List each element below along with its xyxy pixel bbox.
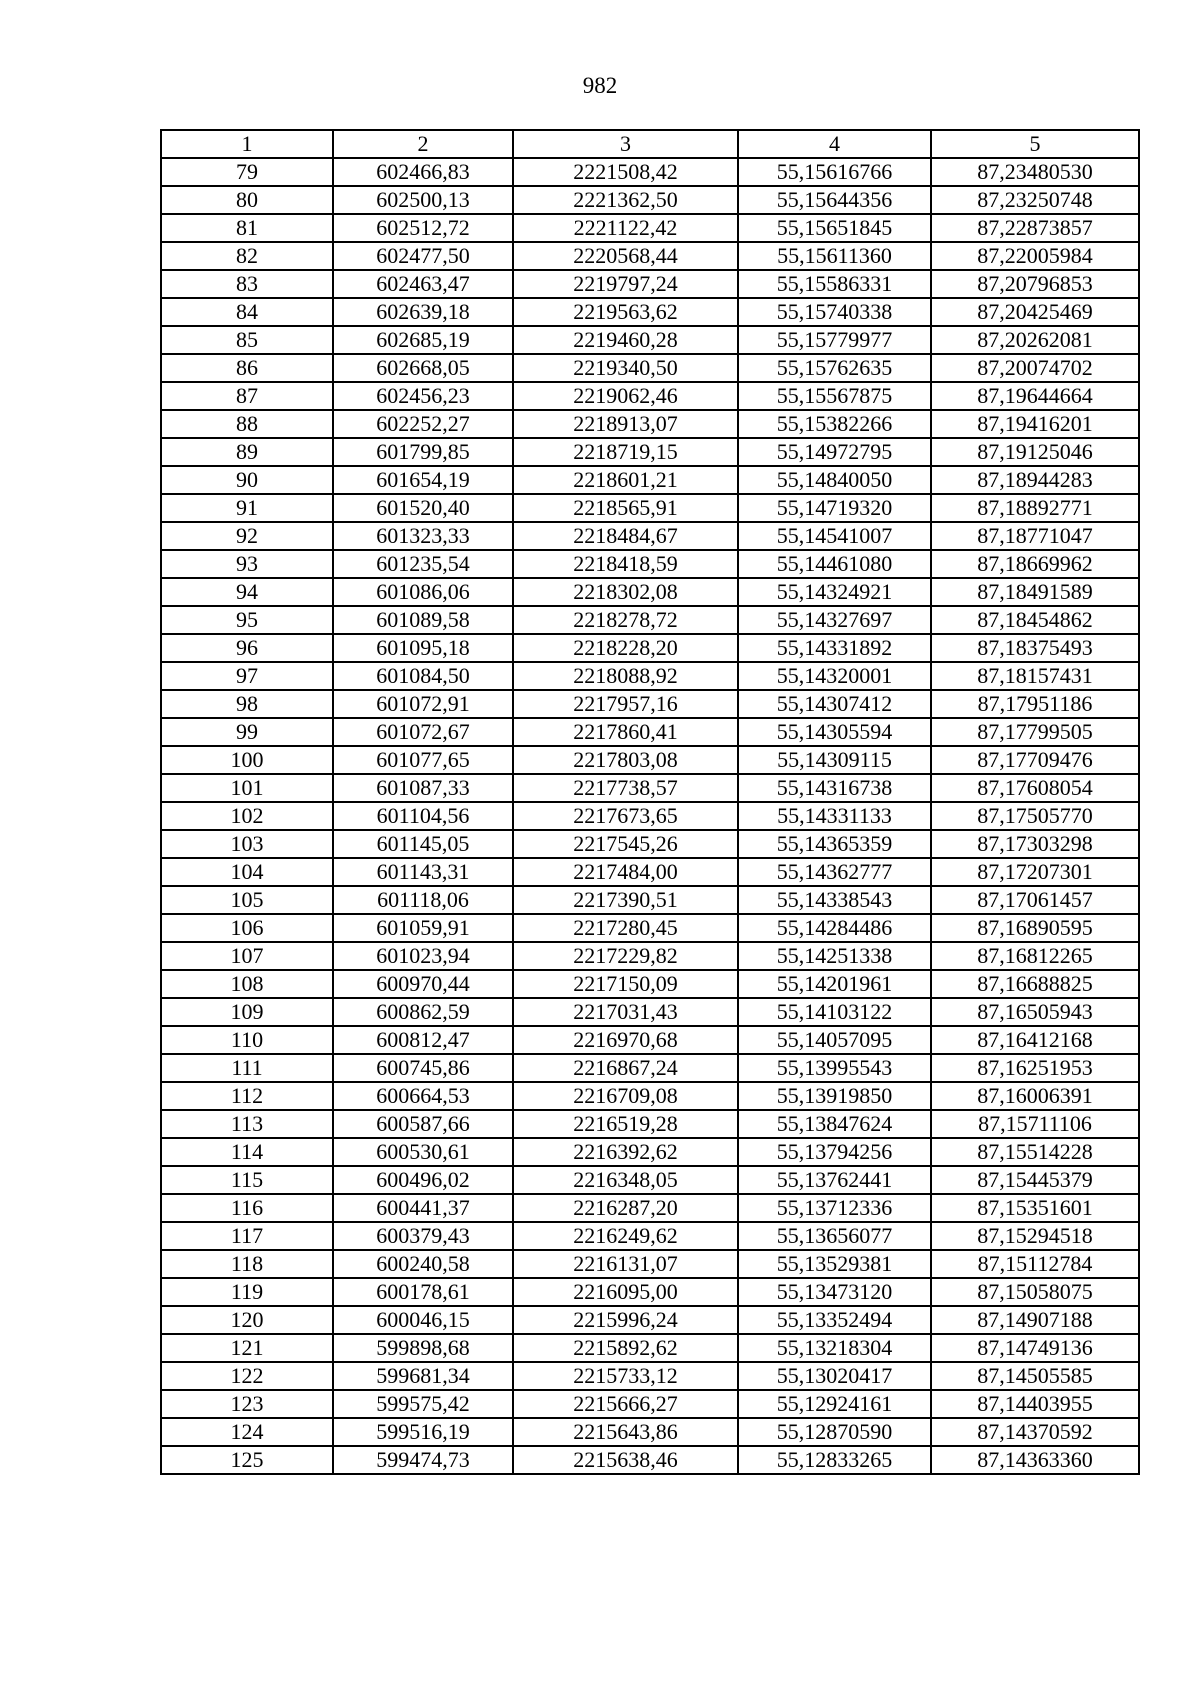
longitude-cell: 87,15351601: [931, 1194, 1139, 1222]
table-row: [161, 186, 1139, 214]
latitude-cell: 55,13656077: [738, 1222, 931, 1250]
point-number-cell: 101: [161, 774, 333, 802]
table-row: [161, 1250, 1139, 1278]
table-row: [161, 1110, 1139, 1138]
longitude-cell: 87,14363360: [931, 1446, 1139, 1474]
table-row: [161, 1418, 1139, 1446]
point-number-cell: 92: [161, 522, 333, 550]
longitude-cell: 87,17303298: [931, 830, 1139, 858]
latitude-cell: 55,14057095: [738, 1026, 931, 1054]
point-number-cell: 97: [161, 662, 333, 690]
table-row: [161, 1082, 1139, 1110]
y-coordinate-cell: 2217390,51: [513, 886, 738, 914]
point-number-cell: 111: [161, 1054, 333, 1082]
y-coordinate-cell: 2217957,16: [513, 690, 738, 718]
point-number-cell: 99: [161, 718, 333, 746]
header-cell: 1: [161, 130, 333, 158]
longitude-cell: 87,15294518: [931, 1222, 1139, 1250]
x-coordinate-cell: 602477,50: [333, 242, 513, 270]
x-coordinate-cell: 602463,47: [333, 270, 513, 298]
point-number-cell: 119: [161, 1278, 333, 1306]
table-row: [161, 606, 1139, 634]
x-coordinate-cell: 599681,34: [333, 1362, 513, 1390]
longitude-cell: 87,18157431: [931, 662, 1139, 690]
y-coordinate-cell: 2217031,43: [513, 998, 738, 1026]
point-number-cell: 100: [161, 746, 333, 774]
point-number-cell: 96: [161, 634, 333, 662]
y-coordinate-cell: 2216867,24: [513, 1054, 738, 1082]
point-number-cell: 83: [161, 270, 333, 298]
latitude-cell: 55,15651845: [738, 214, 931, 242]
table-row: [161, 1306, 1139, 1334]
y-coordinate-cell: 2217860,41: [513, 718, 738, 746]
y-coordinate-cell: 2216519,28: [513, 1110, 738, 1138]
table-row: [161, 662, 1139, 690]
point-number-cell: 93: [161, 550, 333, 578]
point-number-cell: 95: [161, 606, 333, 634]
y-coordinate-cell: 2216970,68: [513, 1026, 738, 1054]
longitude-cell: 87,16505943: [931, 998, 1139, 1026]
point-number-cell: 125: [161, 1446, 333, 1474]
page-number: 982: [582, 73, 618, 98]
x-coordinate-cell: 602252,27: [333, 410, 513, 438]
point-number-cell: 90: [161, 466, 333, 494]
latitude-cell: 55,13473120: [738, 1278, 931, 1306]
x-coordinate-cell: 599898,68: [333, 1334, 513, 1362]
table-row: [161, 1194, 1139, 1222]
y-coordinate-cell: 2215733,12: [513, 1362, 738, 1390]
longitude-cell: 87,15445379: [931, 1166, 1139, 1194]
latitude-cell: 55,14331892: [738, 634, 931, 662]
x-coordinate-cell: 601084,50: [333, 662, 513, 690]
table-row: [161, 1278, 1139, 1306]
longitude-cell: 87,19416201: [931, 410, 1139, 438]
x-coordinate-cell: 601323,33: [333, 522, 513, 550]
y-coordinate-cell: 2221122,42: [513, 214, 738, 242]
y-coordinate-cell: 2218278,72: [513, 606, 738, 634]
table-row: [161, 522, 1139, 550]
longitude-cell: 87,14370592: [931, 1418, 1139, 1446]
table-row: [161, 830, 1139, 858]
y-coordinate-cell: 2217484,00: [513, 858, 738, 886]
y-coordinate-cell: 2215643,86: [513, 1418, 738, 1446]
latitude-cell: 55,15567875: [738, 382, 931, 410]
point-number-cell: 107: [161, 942, 333, 970]
longitude-cell: 87,22873857: [931, 214, 1139, 242]
x-coordinate-cell: 600587,66: [333, 1110, 513, 1138]
point-number-cell: 82: [161, 242, 333, 270]
table-row: [161, 438, 1139, 466]
x-coordinate-cell: 600178,61: [333, 1278, 513, 1306]
table-row: [161, 578, 1139, 606]
table-row: [161, 1222, 1139, 1250]
y-coordinate-cell: 2217280,45: [513, 914, 738, 942]
longitude-cell: 87,19644664: [931, 382, 1139, 410]
longitude-cell: 87,18669962: [931, 550, 1139, 578]
longitude-cell: 87,14505585: [931, 1362, 1139, 1390]
x-coordinate-cell: 600745,86: [333, 1054, 513, 1082]
x-coordinate-cell: 601118,06: [333, 886, 513, 914]
longitude-cell: 87,16006391: [931, 1082, 1139, 1110]
point-number-cell: 110: [161, 1026, 333, 1054]
latitude-cell: 55,14103122: [738, 998, 931, 1026]
x-coordinate-cell: 602466,83: [333, 158, 513, 186]
y-coordinate-cell: 2219460,28: [513, 326, 738, 354]
header-cell: 5: [931, 130, 1139, 158]
point-number-cell: 79: [161, 158, 333, 186]
table-row: [161, 326, 1139, 354]
latitude-cell: 55,14461080: [738, 550, 931, 578]
y-coordinate-cell: 2221362,50: [513, 186, 738, 214]
longitude-cell: 87,18375493: [931, 634, 1139, 662]
point-number-cell: 118: [161, 1250, 333, 1278]
longitude-cell: 87,17505770: [931, 802, 1139, 830]
y-coordinate-cell: 2216249,62: [513, 1222, 738, 1250]
y-coordinate-cell: 2215996,24: [513, 1306, 738, 1334]
table-row: [161, 382, 1139, 410]
latitude-cell: 55,15382266: [738, 410, 931, 438]
x-coordinate-cell: 601089,58: [333, 606, 513, 634]
longitude-cell: 87,14403955: [931, 1390, 1139, 1418]
longitude-cell: 87,18944283: [931, 466, 1139, 494]
latitude-cell: 55,15586331: [738, 270, 931, 298]
x-coordinate-cell: 601104,56: [333, 802, 513, 830]
x-coordinate-cell: 601086,06: [333, 578, 513, 606]
longitude-cell: 87,18771047: [931, 522, 1139, 550]
point-number-cell: 123: [161, 1390, 333, 1418]
x-coordinate-cell: 601520,40: [333, 494, 513, 522]
point-number-cell: 122: [161, 1362, 333, 1390]
x-coordinate-cell: 600862,59: [333, 998, 513, 1026]
longitude-cell: 87,18454862: [931, 606, 1139, 634]
point-number-cell: 104: [161, 858, 333, 886]
longitude-cell: 87,14907188: [931, 1306, 1139, 1334]
table-row: [161, 158, 1139, 186]
y-coordinate-cell: 2217673,65: [513, 802, 738, 830]
longitude-cell: 87,19125046: [931, 438, 1139, 466]
table-row: [161, 970, 1139, 998]
header-cell: 2: [333, 130, 513, 158]
point-number-cell: 120: [161, 1306, 333, 1334]
latitude-cell: 55,14284486: [738, 914, 931, 942]
x-coordinate-cell: 601059,91: [333, 914, 513, 942]
latitude-cell: 55,15779977: [738, 326, 931, 354]
latitude-cell: 55,14365359: [738, 830, 931, 858]
latitude-cell: 55,14305594: [738, 718, 931, 746]
y-coordinate-cell: 2215666,27: [513, 1390, 738, 1418]
longitude-cell: 87,16890595: [931, 914, 1139, 942]
point-number-cell: 106: [161, 914, 333, 942]
point-number-cell: 91: [161, 494, 333, 522]
header-cell: 4: [738, 130, 931, 158]
y-coordinate-cell: 2218565,91: [513, 494, 738, 522]
latitude-cell: 55,14316738: [738, 774, 931, 802]
longitude-cell: 87,22005984: [931, 242, 1139, 270]
x-coordinate-cell: 602512,72: [333, 214, 513, 242]
table-row: [161, 886, 1139, 914]
header-cell: 3: [513, 130, 738, 158]
latitude-cell: 55,12870590: [738, 1418, 931, 1446]
x-coordinate-cell: 600970,44: [333, 970, 513, 998]
latitude-cell: 55,14840050: [738, 466, 931, 494]
y-coordinate-cell: 2215638,46: [513, 1446, 738, 1474]
point-number-cell: 124: [161, 1418, 333, 1446]
x-coordinate-cell: 601023,94: [333, 942, 513, 970]
x-coordinate-cell: 599575,42: [333, 1390, 513, 1418]
x-coordinate-cell: 602639,18: [333, 298, 513, 326]
table-row: [161, 858, 1139, 886]
point-number-cell: 108: [161, 970, 333, 998]
x-coordinate-cell: 600441,37: [333, 1194, 513, 1222]
point-number-cell: 103: [161, 830, 333, 858]
point-number-cell: 84: [161, 298, 333, 326]
x-coordinate-cell: 599474,73: [333, 1446, 513, 1474]
table-row: [161, 746, 1139, 774]
x-coordinate-cell: 602500,13: [333, 186, 513, 214]
y-coordinate-cell: 2216287,20: [513, 1194, 738, 1222]
x-coordinate-cell: 600496,02: [333, 1166, 513, 1194]
longitude-cell: 87,20425469: [931, 298, 1139, 326]
longitude-cell: 87,20074702: [931, 354, 1139, 382]
x-coordinate-cell: 601235,54: [333, 550, 513, 578]
table-row: [161, 774, 1139, 802]
point-number-cell: 88: [161, 410, 333, 438]
longitude-cell: 87,17061457: [931, 886, 1139, 914]
latitude-cell: 55,15740338: [738, 298, 931, 326]
latitude-cell: 55,14201961: [738, 970, 931, 998]
x-coordinate-cell: 600530,61: [333, 1138, 513, 1166]
point-number-cell: 121: [161, 1334, 333, 1362]
latitude-cell: 55,13847624: [738, 1110, 931, 1138]
longitude-cell: 87,15711106: [931, 1110, 1139, 1138]
table-row: [161, 914, 1139, 942]
y-coordinate-cell: 2217545,26: [513, 830, 738, 858]
y-coordinate-cell: 2218228,20: [513, 634, 738, 662]
longitude-cell: 87,20262081: [931, 326, 1139, 354]
x-coordinate-cell: 601072,67: [333, 718, 513, 746]
table-row: [161, 634, 1139, 662]
latitude-cell: 55,14309115: [738, 746, 931, 774]
longitude-cell: 87,15514228: [931, 1138, 1139, 1166]
longitude-cell: 87,15058075: [931, 1278, 1139, 1306]
x-coordinate-cell: 601087,33: [333, 774, 513, 802]
table-row: [161, 494, 1139, 522]
latitude-cell: 55,13794256: [738, 1138, 931, 1166]
x-coordinate-cell: 601654,19: [333, 466, 513, 494]
y-coordinate-cell: 2219062,46: [513, 382, 738, 410]
longitude-cell: 87,18491589: [931, 578, 1139, 606]
latitude-cell: 55,13529381: [738, 1250, 931, 1278]
y-coordinate-cell: 2218302,08: [513, 578, 738, 606]
latitude-cell: 55,15611360: [738, 242, 931, 270]
table-row: [161, 998, 1139, 1026]
y-coordinate-cell: 2216709,08: [513, 1082, 738, 1110]
longitude-cell: 87,17799505: [931, 718, 1139, 746]
latitude-cell: 55,14324921: [738, 578, 931, 606]
y-coordinate-cell: 2220568,44: [513, 242, 738, 270]
x-coordinate-cell: 601799,85: [333, 438, 513, 466]
latitude-cell: 55,13995543: [738, 1054, 931, 1082]
longitude-cell: 87,17709476: [931, 746, 1139, 774]
table-row: [161, 242, 1139, 270]
latitude-cell: 55,15762635: [738, 354, 931, 382]
x-coordinate-cell: 600046,15: [333, 1306, 513, 1334]
point-number-cell: 113: [161, 1110, 333, 1138]
latitude-cell: 55,13218304: [738, 1334, 931, 1362]
x-coordinate-cell: 602685,19: [333, 326, 513, 354]
point-number-cell: 94: [161, 578, 333, 606]
point-number-cell: 116: [161, 1194, 333, 1222]
x-coordinate-cell: 601143,31: [333, 858, 513, 886]
y-coordinate-cell: 2219797,24: [513, 270, 738, 298]
latitude-cell: 55,14320001: [738, 662, 931, 690]
point-number-cell: 98: [161, 690, 333, 718]
table-row: [161, 690, 1139, 718]
point-number-cell: 114: [161, 1138, 333, 1166]
x-coordinate-cell: 600240,58: [333, 1250, 513, 1278]
x-coordinate-cell: 602456,23: [333, 382, 513, 410]
longitude-cell: 87,17951186: [931, 690, 1139, 718]
y-coordinate-cell: 2218601,21: [513, 466, 738, 494]
point-number-cell: 109: [161, 998, 333, 1026]
point-number-cell: 105: [161, 886, 333, 914]
longitude-cell: 87,23250748: [931, 186, 1139, 214]
latitude-cell: 55,13352494: [738, 1306, 931, 1334]
y-coordinate-cell: 2216392,62: [513, 1138, 738, 1166]
y-coordinate-cell: 2218484,67: [513, 522, 738, 550]
x-coordinate-cell: 600812,47: [333, 1026, 513, 1054]
longitude-cell: 87,14749136: [931, 1334, 1139, 1362]
table-row: [161, 1054, 1139, 1082]
latitude-cell: 55,14541007: [738, 522, 931, 550]
table-row: [161, 1362, 1139, 1390]
point-number-cell: 81: [161, 214, 333, 242]
latitude-cell: 55,14338543: [738, 886, 931, 914]
latitude-cell: 55,14331133: [738, 802, 931, 830]
table-row: [161, 1138, 1139, 1166]
y-coordinate-cell: 2218719,15: [513, 438, 738, 466]
table-body: [161, 158, 1139, 1474]
y-coordinate-cell: 2216348,05: [513, 1166, 738, 1194]
longitude-cell: 87,16251953: [931, 1054, 1139, 1082]
y-coordinate-cell: 2217229,82: [513, 942, 738, 970]
point-number-cell: 112: [161, 1082, 333, 1110]
latitude-cell: 55,13020417: [738, 1362, 931, 1390]
latitude-cell: 55,13762441: [738, 1166, 931, 1194]
point-number-cell: 87: [161, 382, 333, 410]
latitude-cell: 55,13712336: [738, 1194, 931, 1222]
latitude-cell: 55,13919850: [738, 1082, 931, 1110]
table-row: [161, 410, 1139, 438]
longitude-cell: 87,16812265: [931, 942, 1139, 970]
table-row: [161, 1390, 1139, 1418]
y-coordinate-cell: 2219340,50: [513, 354, 738, 382]
latitude-cell: 55,12833265: [738, 1446, 931, 1474]
latitude-cell: 55,15644356: [738, 186, 931, 214]
table-row: [161, 1446, 1139, 1474]
table-row: [161, 354, 1139, 382]
table-header: [161, 130, 1139, 158]
x-coordinate-cell: 601072,91: [333, 690, 513, 718]
point-number-cell: 115: [161, 1166, 333, 1194]
x-coordinate-cell: 601077,65: [333, 746, 513, 774]
longitude-cell: 87,23480530: [931, 158, 1139, 186]
header-row: [161, 130, 1139, 158]
longitude-cell: 87,16688825: [931, 970, 1139, 998]
point-number-cell: 117: [161, 1222, 333, 1250]
x-coordinate-cell: 600379,43: [333, 1222, 513, 1250]
y-coordinate-cell: 2219563,62: [513, 298, 738, 326]
point-number-cell: 85: [161, 326, 333, 354]
table-row: [161, 1166, 1139, 1194]
table-row: [161, 214, 1139, 242]
point-number-cell: 89: [161, 438, 333, 466]
y-coordinate-cell: 2216095,00: [513, 1278, 738, 1306]
coordinates-table: [160, 129, 1140, 1475]
table-row: [161, 466, 1139, 494]
x-coordinate-cell: 601095,18: [333, 634, 513, 662]
table-row: [161, 718, 1139, 746]
x-coordinate-cell: 600664,53: [333, 1082, 513, 1110]
table-row: [161, 550, 1139, 578]
y-coordinate-cell: 2218913,07: [513, 410, 738, 438]
y-coordinate-cell: 2217150,09: [513, 970, 738, 998]
point-number-cell: 80: [161, 186, 333, 214]
y-coordinate-cell: 2217803,08: [513, 746, 738, 774]
longitude-cell: 87,17207301: [931, 858, 1139, 886]
table-row: [161, 802, 1139, 830]
x-coordinate-cell: 601145,05: [333, 830, 513, 858]
latitude-cell: 55,14327697: [738, 606, 931, 634]
longitude-cell: 87,18892771: [931, 494, 1139, 522]
latitude-cell: 55,14307412: [738, 690, 931, 718]
point-number-cell: 86: [161, 354, 333, 382]
x-coordinate-cell: 602668,05: [333, 354, 513, 382]
table-row: [161, 1026, 1139, 1054]
latitude-cell: 55,12924161: [738, 1390, 931, 1418]
longitude-cell: 87,15112784: [931, 1250, 1139, 1278]
latitude-cell: 55,14719320: [738, 494, 931, 522]
table-row: [161, 270, 1139, 298]
point-number-cell: 102: [161, 802, 333, 830]
table-row: [161, 942, 1139, 970]
longitude-cell: 87,20796853: [931, 270, 1139, 298]
y-coordinate-cell: 2215892,62: [513, 1334, 738, 1362]
latitude-cell: 55,14251338: [738, 942, 931, 970]
latitude-cell: 55,14362777: [738, 858, 931, 886]
y-coordinate-cell: 2216131,07: [513, 1250, 738, 1278]
longitude-cell: 87,16412168: [931, 1026, 1139, 1054]
y-coordinate-cell: 2217738,57: [513, 774, 738, 802]
y-coordinate-cell: 2218418,59: [513, 550, 738, 578]
y-coordinate-cell: 2221508,42: [513, 158, 738, 186]
x-coordinate-cell: 599516,19: [333, 1418, 513, 1446]
y-coordinate-cell: 2218088,92: [513, 662, 738, 690]
table-row: [161, 1334, 1139, 1362]
table-row: [161, 298, 1139, 326]
latitude-cell: 55,14972795: [738, 438, 931, 466]
longitude-cell: 87,17608054: [931, 774, 1139, 802]
latitude-cell: 55,15616766: [738, 158, 931, 186]
